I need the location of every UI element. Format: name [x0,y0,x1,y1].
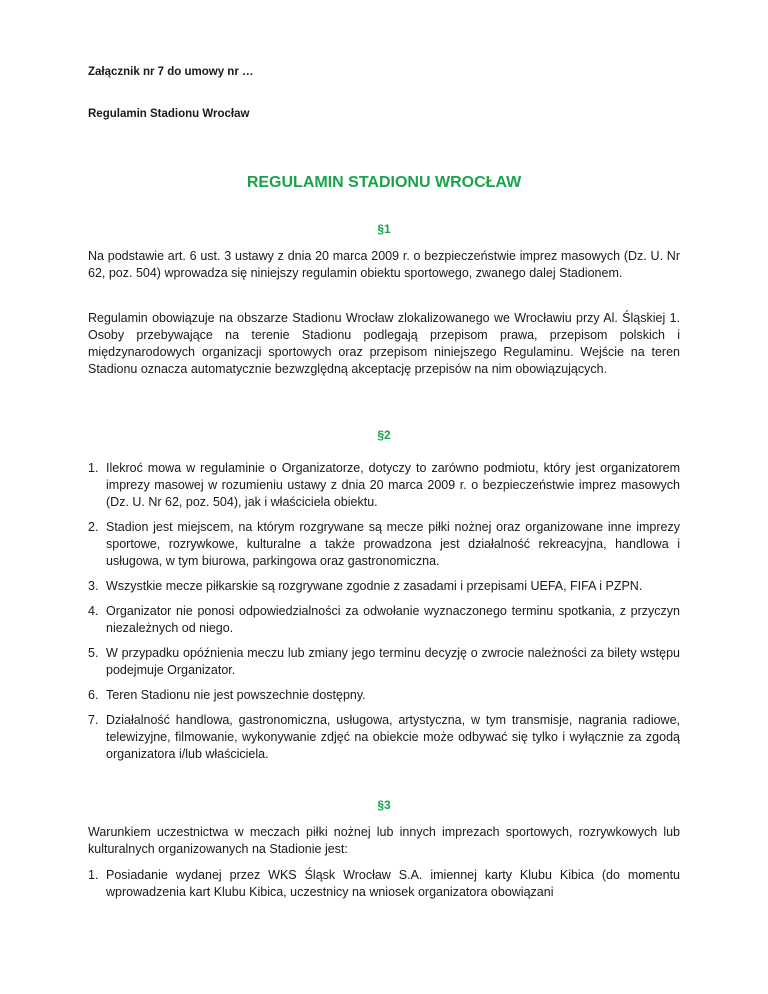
list-item-number: 4. [88,604,99,618]
list-item-text: Wszystkie mecze piłkarskie są rozgrywane zgodnie z zasadami i przepisami UEFA, FIFA i PZPN. [106,579,643,593]
list-item-number: 1. [88,868,99,882]
list-item-number: 1. [88,461,99,475]
section-3-list [88,867,680,909]
section-3-heading: §3 [377,798,391,812]
list-item [88,645,680,679]
list-item-text: Posiadanie wydanej przez WKS Śląsk Wrocław S.A. imiennej karty Klubu Kibica (do momentu wprowadzenia kart Klubu Kibica, uczestnicy na wniosek organizatora obowiązani [106,868,680,899]
section-1-paragraph-1: Na podstawie art. 6 ust. 3 ustawy z dnia 20 marca 2009 r. o bezpieczeństwie imprez masowych (Dz. U. Nr 62, poz. 504) wprowadza się niniejszy regulamin obiektu sportowego, zwanego dalej Stadionem. [88,249,680,280]
list-item [88,603,680,637]
section-1-paragraph-2: Regulamin obowiązuje na obszarze Stadionu Wrocław zlokalizowanego we Wrocławiu przy Al. Śląskiej 1. Osoby przebywające na terenie Stadionu podlegają przepisom prawa, przepisom polskich i międzynarodowych organizacji sportowych oraz przepisom niniejszego Regulaminu. Wejście na teren Stadionu oznacza automatycznie bezwzględną akceptację przepisów na nim obowiązujących. [88,311,680,376]
annex-header: Załącznik nr 7 do umowy nr … [88,66,254,78]
list-item-number: 7. [88,713,99,727]
regulation-subheader: Regulamin Stadionu Wrocław [88,108,250,120]
list-item [88,687,680,704]
list-item [88,519,680,570]
list-item [88,712,680,763]
list-item-number: 6. [88,688,99,702]
list-item-text: Organizator nie ponosi odpowiedzialności za odwołanie wyznaczonego terminu spotkania, z przyczyn niezależnych od niego. [106,604,680,635]
list-item-text: Ilekroć mowa w regulaminie o Organizatorze, dotyczy to zarówno podmiotu, który jest organizatorem imprezy masowej w rozumieniu ustawy z dnia 20 marca 2009 r. o bezpieczeństwie imprez masowych (Dz. U. Nr 62, poz. 504), jak i właściciela obiektu. [106,461,680,509]
list-item-number: 5. [88,646,99,660]
section-2-list [88,460,680,771]
list-item [88,867,680,901]
list-item-text: Teren Stadionu nie jest powszechnie dostępny. [106,688,366,702]
list-item [88,460,680,511]
list-item [88,578,680,595]
document-title: REGULAMIN STADIONU WROCŁAW [246,174,522,191]
list-item-text: Działalność handlowa, gastronomiczna, usługowa, artystyczna, w tym transmisje, nagrania radiowe, telewizyjne, filmowanie, wykonywanie zdjęć na obiekcie może odbywać się tylko i wyłącznie za zgodą organizatora i/lub właściciela. [106,713,680,761]
section-3-intro: Warunkiem uczestnictwa w meczach piłki nożnej lub innych imprezach sportowych, rozrywkowych lub kulturalnych organizowanych na Stadionie jest: [88,825,680,856]
list-item-number: 3. [88,579,99,593]
section-2-heading: §2 [377,428,391,442]
list-item-number: 2. [88,520,99,534]
list-item-text: Stadion jest miejscem, na którym rozgrywane są mecze piłki nożnej oraz organizowane inne imprezy sportowe, rozrywkowe, kulturalne a także prowadzona jest działalność rekreacyjna, handlowa i usługowa, w tym biurowa, parkingowa oraz gastronomiczna. [106,520,680,568]
list-item-text: W przypadku opóźnienia meczu lub zmiany jego terminu decyzję o zwrocie należności za bilety wstępu podejmuje Organizator. [106,646,680,677]
section-1-heading: §1 [377,222,391,236]
